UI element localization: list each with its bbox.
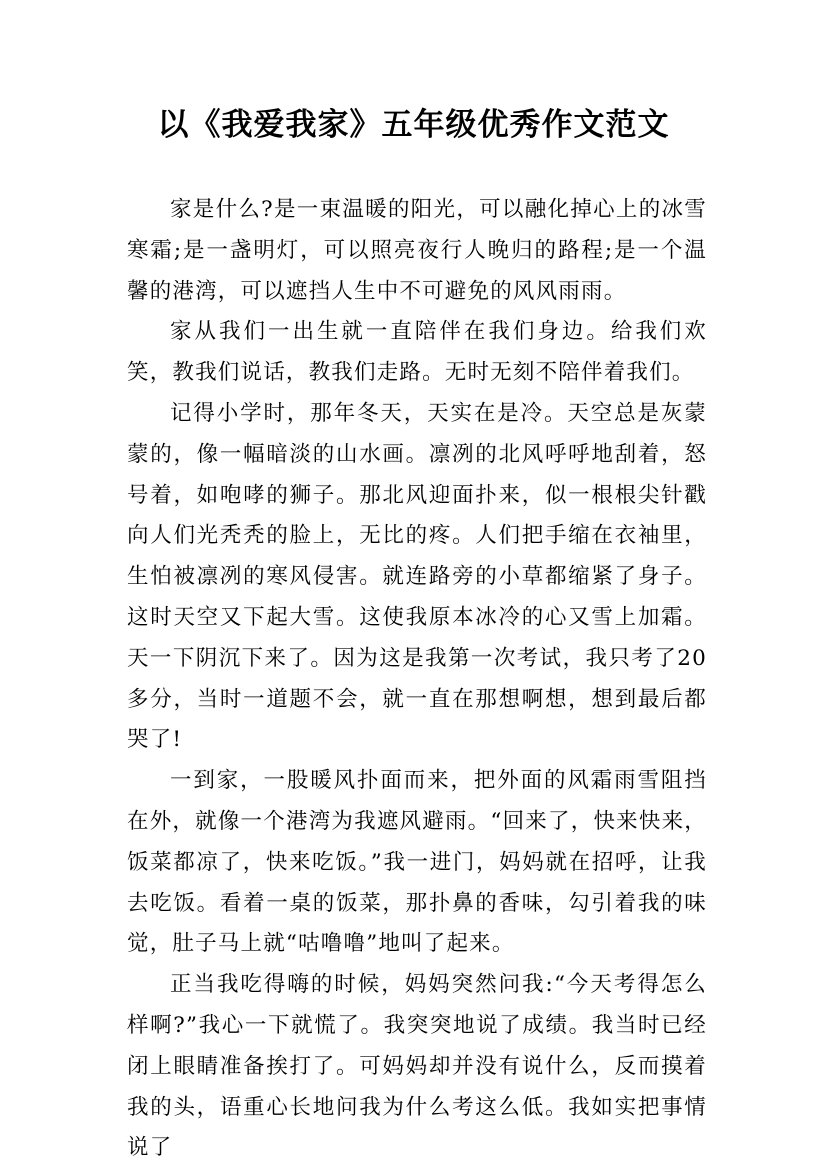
paragraph-3: 记得小学时，那年冬天，天实在是冷。天空总是灰蒙蒙的，像一幅暗淡的山水画。凛冽的北风呼呼地刮着，怒号着，如咆哮的狮子。那北风迎面扑来，似一根根尖针戳向人们光秃秃的脸上，无比的疼。人们把手缩在衣袖里，生怕被凛冽的寒风侵害。就连路旁的小草都缩紧了身子。这时天空又下起大雪。这使我原本冰冷的心又雪上加霜。天一下阴沉下来了。因为这是我第一次考试，我只考了20多分，当时一道题不会，就一直在那想啊想，想到最后都哭了! — [127, 400, 707, 753]
paragraph-2: 家从我们一出生就一直陪伴在我们身边。给我们欢笑，教我们说话，教我们走路。无时无刻不陪伴着我们。 — [127, 319, 707, 386]
document-title: 以《我爱我家》五年级优秀作文范文 — [157, 107, 670, 143]
document-body — [127, 190, 707, 1169]
paragraph-5: 正当我吃得嗨的时候，妈妈突然问我:“今天考得怎么样啊?”我心一下就慌了。我突突地说了成绩。我当时已经闭上眼睛准备挨打了。可妈妈却并没有说什么，反而摸着我的头，语重心长地问我为什么考这么低。我如实把事情说了 — [127, 972, 707, 1161]
paragraph-1: 家是什么?是一束温暖的阳光，可以融化掉心上的冰雪寒霜;是一盏明灯，可以照亮夜行人晚归的路程;是一个温馨的港湾，可以遮挡人生中不可避免的风风雨雨。 — [127, 197, 707, 304]
paragraph-4: 一到家，一股暖风扑面而来，把外面的风霜雨雪阻挡在外，就像一个港湾为我遮风避雨。“回来了，快来快来，饭菜都凉了，快来吃饭。”我一进门，妈妈就在招呼，让我去吃饭。看着一桌的饭菜，那扑鼻的香味，勾引着我的味觉，肚子马上就“咕噜噜”地叫了起来。 — [127, 768, 707, 957]
